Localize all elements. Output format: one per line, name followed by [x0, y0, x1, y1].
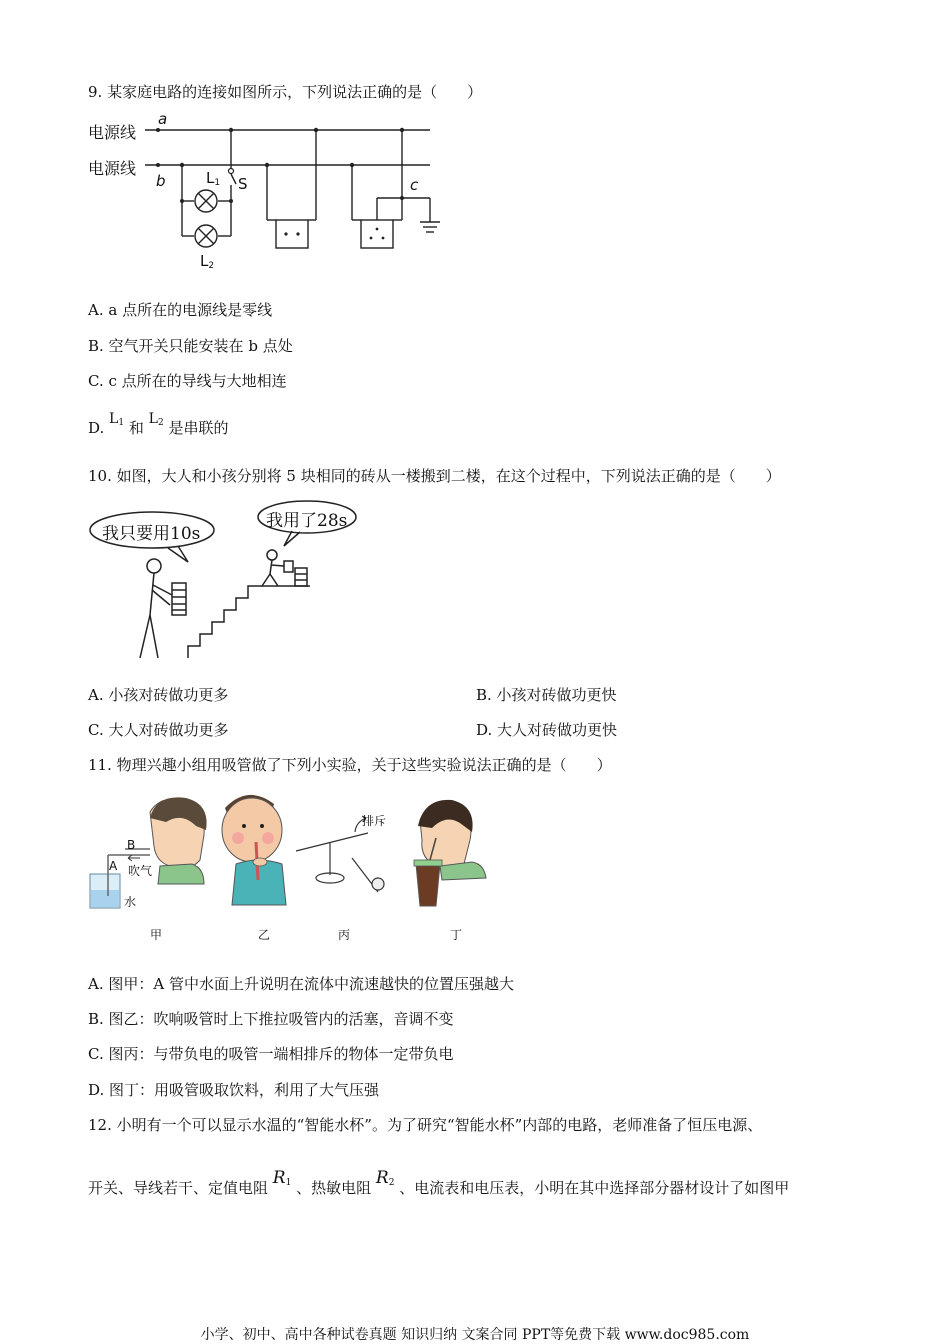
caption-jia: 甲	[150, 928, 163, 942]
point-a-label: a	[158, 110, 168, 128]
child-speech-bubble: 我用了28s	[266, 511, 348, 531]
experiment-ding	[414, 800, 486, 906]
point-c-label: c	[410, 176, 419, 194]
q12-line2: 开关、导线若干、定值电阻 $R_1$ 、热敏电阻 $R_2$ 、电流表和电压表，小明在其中选择部分器材设计了如图甲	[88, 1168, 790, 1197]
caption-yi: 乙	[258, 928, 271, 942]
caption-bing: 丙	[338, 928, 351, 942]
lamp1-label: $L_1$	[206, 169, 221, 188]
label-repel: 排斥	[362, 814, 387, 828]
adult-speech-bubble: 我只要用10s	[102, 524, 201, 544]
q11-stem: 11. 物理兴趣小组用吸管做了下列小实验，关于这些实验说法正确的是（ ）	[88, 756, 612, 774]
q10-option-b: B. 小孩对砖做功更快	[476, 686, 617, 704]
page-footer: 小学、初中、高中各种试卷真题 知识归纳 文案合同 PPT等免费下载 www.doc985.com	[200, 1327, 750, 1343]
label-b: B	[127, 838, 136, 852]
switch-label: S	[238, 175, 248, 193]
q10-option-a: A. 小孩对砖做功更多	[88, 686, 229, 704]
q11-option-a: A. 图甲：A 管中水面上升说明在流体中流速越快的位置压强越大	[88, 975, 514, 993]
point-b-label: b	[156, 172, 166, 190]
q10-option-d: D. 大人对砖做功更快	[476, 721, 618, 739]
q9-option-d: D. $L_1$ 和 $L_2$ 是串联的	[88, 411, 229, 437]
wire-label-bottom: 电源线	[88, 159, 137, 178]
q12-line1: 12. 小明有一个可以显示水温的“智能水杯”。为了研究“智能水杯”内部的电路，老师准备了恒压电源、	[88, 1116, 763, 1134]
lamp2-label: $L_2$	[200, 252, 215, 271]
experiment-yi	[222, 795, 286, 905]
caption-ding: 丁	[450, 928, 463, 942]
q9-stem: 9. 某家庭电路的连接如图所示，下列说法正确的是（ ）	[88, 83, 483, 101]
wire-label-top: 电源线	[88, 123, 137, 142]
label-blow: 吹气	[128, 864, 153, 878]
label-a: A	[109, 859, 118, 873]
q10-option-c: C. 大人对砖做功更多	[88, 721, 229, 739]
label-water: 水	[124, 895, 137, 909]
q9-option-a: A. a 点所在的电源线是零线	[88, 301, 273, 319]
q9-option-b: B. 空气开关只能安装在 b 点处	[88, 337, 293, 355]
q10-stem: 10. 如图，大人和小孩分别将 5 块相同的砖从一楼搬到二楼，在这个过程中，下列说法正确的是（ ）	[88, 467, 781, 485]
q9-option-c: C. c 点所在的导线与大地相连	[88, 372, 287, 390]
q11-option-c: C. 图丙：与带负电的吸管一端相排斥的物体一定带负电	[88, 1045, 454, 1063]
q11-option-b: B. 图乙：吹响吸管时上下推拉吸管内的活塞，音调不变	[88, 1010, 454, 1028]
q11-option-d: D. 图丁：用吸管吸取饮料，利用了大气压强	[88, 1081, 380, 1099]
experiment-jia	[90, 797, 207, 908]
